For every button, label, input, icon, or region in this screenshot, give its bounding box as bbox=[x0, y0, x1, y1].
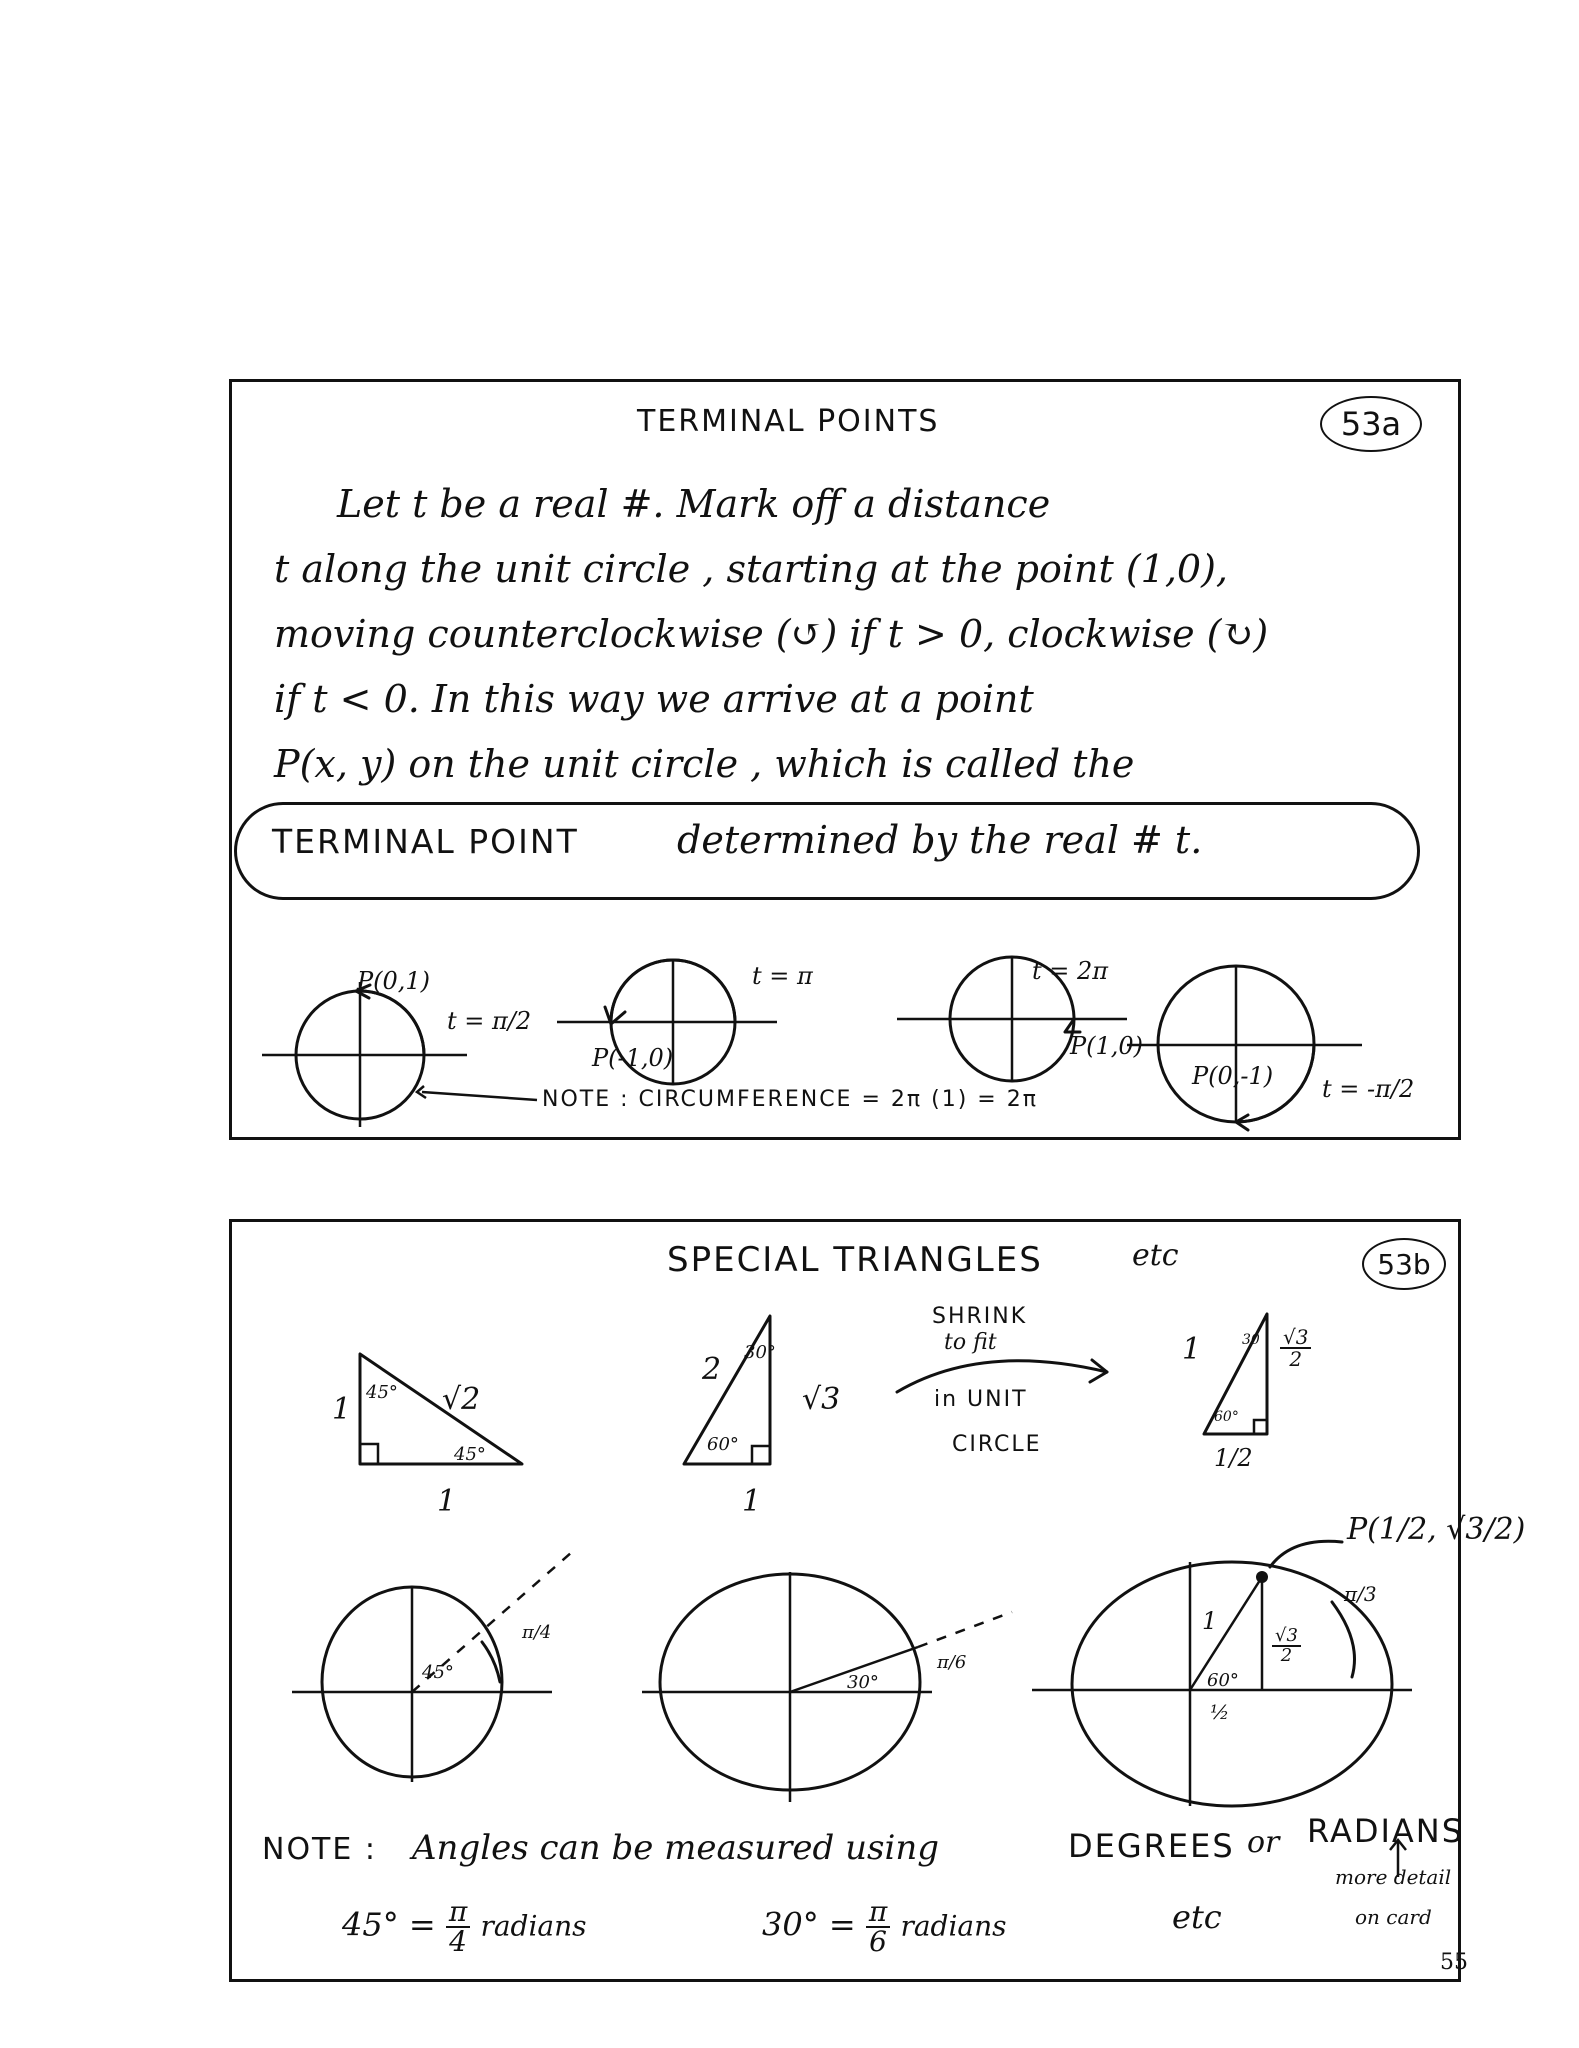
tri2-side-right: √3 bbox=[802, 1382, 841, 1417]
diagram-t-neg-pi-over-2 bbox=[1127, 966, 1362, 1130]
tri3-hyp: 1 bbox=[1182, 1332, 1202, 1367]
tri1-angle-right: 45° bbox=[454, 1444, 486, 1465]
d2-t-label: t = π bbox=[752, 962, 813, 990]
more-detail-line-1: more detail bbox=[1335, 1865, 1452, 1889]
tri3-angle-bottom: 60° bbox=[1214, 1409, 1239, 1425]
tri2-angle-bottom: 60° bbox=[707, 1434, 739, 1455]
tri3-angle-top: 30 bbox=[1242, 1332, 1260, 1348]
shrink-line-2: to fit bbox=[944, 1330, 997, 1355]
note-radians: RADIANS bbox=[1307, 1812, 1465, 1850]
card-a-badge: 53a bbox=[1320, 396, 1422, 452]
eq1: 45° = $\frac{\pi}{4}$ radians bbox=[342, 1895, 587, 1958]
card-a-line-4: if t < 0. In this way we arrive at a point bbox=[274, 677, 1034, 721]
d2-point-label: P(-1,0) bbox=[592, 1044, 674, 1072]
tri1-side-left: 1 bbox=[332, 1392, 352, 1427]
card-b-title-suffix: etc bbox=[1132, 1238, 1179, 1273]
more-detail-line-3: 55 bbox=[1440, 1950, 1468, 1975]
circumference-note: NOTE : CIRCUMFERENCE = 2π (1) = 2π bbox=[542, 1087, 1038, 1112]
card-special-triangles bbox=[229, 1219, 1526, 1982]
d1-t-label: t = π/2 bbox=[447, 1007, 532, 1035]
card-a-title: TERMINAL POINTS bbox=[637, 404, 940, 439]
shrink-line-3: in UNIT bbox=[934, 1387, 1028, 1412]
note-text: Angles can be measured using bbox=[412, 1828, 939, 1868]
circle3-arc: π/3 bbox=[1344, 1582, 1377, 1606]
card-a-line-3: moving counterclockwise (↺) if t > 0, clockwise (↻) bbox=[274, 612, 1269, 656]
circle1-angle: 45° bbox=[422, 1662, 454, 1683]
tri3-bottom: 1/2 bbox=[1214, 1444, 1253, 1472]
card-a-line-5: P(x, y) on the unit circle , which is called the bbox=[274, 742, 1135, 786]
unit-circle-30 bbox=[642, 1572, 1012, 1802]
eq2: 30° = $\frac{\pi}{6}$ radians bbox=[762, 1895, 1007, 1958]
tri3-side-right: $\frac{√3}{2}$ bbox=[1280, 1327, 1311, 1369]
shrink-line-1: SHRINK bbox=[932, 1304, 1028, 1329]
note-label: NOTE : bbox=[262, 1832, 377, 1867]
tri1-bottom: 1 bbox=[437, 1484, 457, 1519]
note-degrees: DEGREES bbox=[1068, 1827, 1235, 1865]
note-or: or bbox=[1247, 1825, 1280, 1860]
card-b-badge: 53b bbox=[1362, 1238, 1446, 1290]
tri2-hyp: 2 bbox=[702, 1352, 722, 1387]
d4-point-label: P(0,-1) bbox=[1192, 1062, 1274, 1090]
definition-rest: determined by the real # t. bbox=[677, 818, 1203, 862]
card-a-line-1: Let t be a real #. Mark off a distance bbox=[337, 482, 1051, 526]
circle3-point: P(1/2, √3/2) bbox=[1347, 1512, 1526, 1547]
card-a-line-2: t along the unit circle , starting at the point (1,0), bbox=[274, 547, 1228, 591]
card-b-title: SPECIAL TRIANGLES bbox=[667, 1240, 1043, 1280]
diagram-t-pi-over-2 bbox=[262, 982, 467, 1127]
triangle-45-45-90 bbox=[360, 1354, 522, 1464]
tri1-angle-top: 45° bbox=[366, 1382, 398, 1403]
terminal-point-diagrams bbox=[232, 382, 1464, 1143]
more-detail-line-2: on card bbox=[1355, 1905, 1432, 1929]
tri2-bottom: 1 bbox=[742, 1484, 762, 1519]
circle3-hyp: 1 bbox=[1202, 1607, 1218, 1635]
tri2-angle-top: 30° bbox=[744, 1342, 776, 1363]
d1-point-label: P(0,1) bbox=[357, 967, 431, 995]
shrink-line-4: CIRCLE bbox=[952, 1432, 1042, 1457]
circle3-angle: 60° bbox=[1207, 1670, 1239, 1691]
circle1-arc: π/4 bbox=[522, 1622, 552, 1643]
definition-term: TERMINAL POINT bbox=[272, 822, 579, 861]
circle2-angle: 30° bbox=[847, 1672, 879, 1693]
d3-point-label: P(1,0) bbox=[1070, 1032, 1144, 1060]
circle3-base: ½ bbox=[1210, 1700, 1230, 1724]
tri1-hyp: √2 bbox=[442, 1382, 481, 1417]
card-terminal-points bbox=[229, 379, 1461, 1140]
d4-t-label: t = -π/2 bbox=[1322, 1075, 1415, 1103]
etc: etc bbox=[1172, 1898, 1222, 1936]
circle3-side: $\frac{√3}{2}$ bbox=[1272, 1627, 1301, 1665]
d3-t-label: t = 2π bbox=[1032, 957, 1109, 985]
circle2-arc: π/6 bbox=[937, 1652, 967, 1673]
